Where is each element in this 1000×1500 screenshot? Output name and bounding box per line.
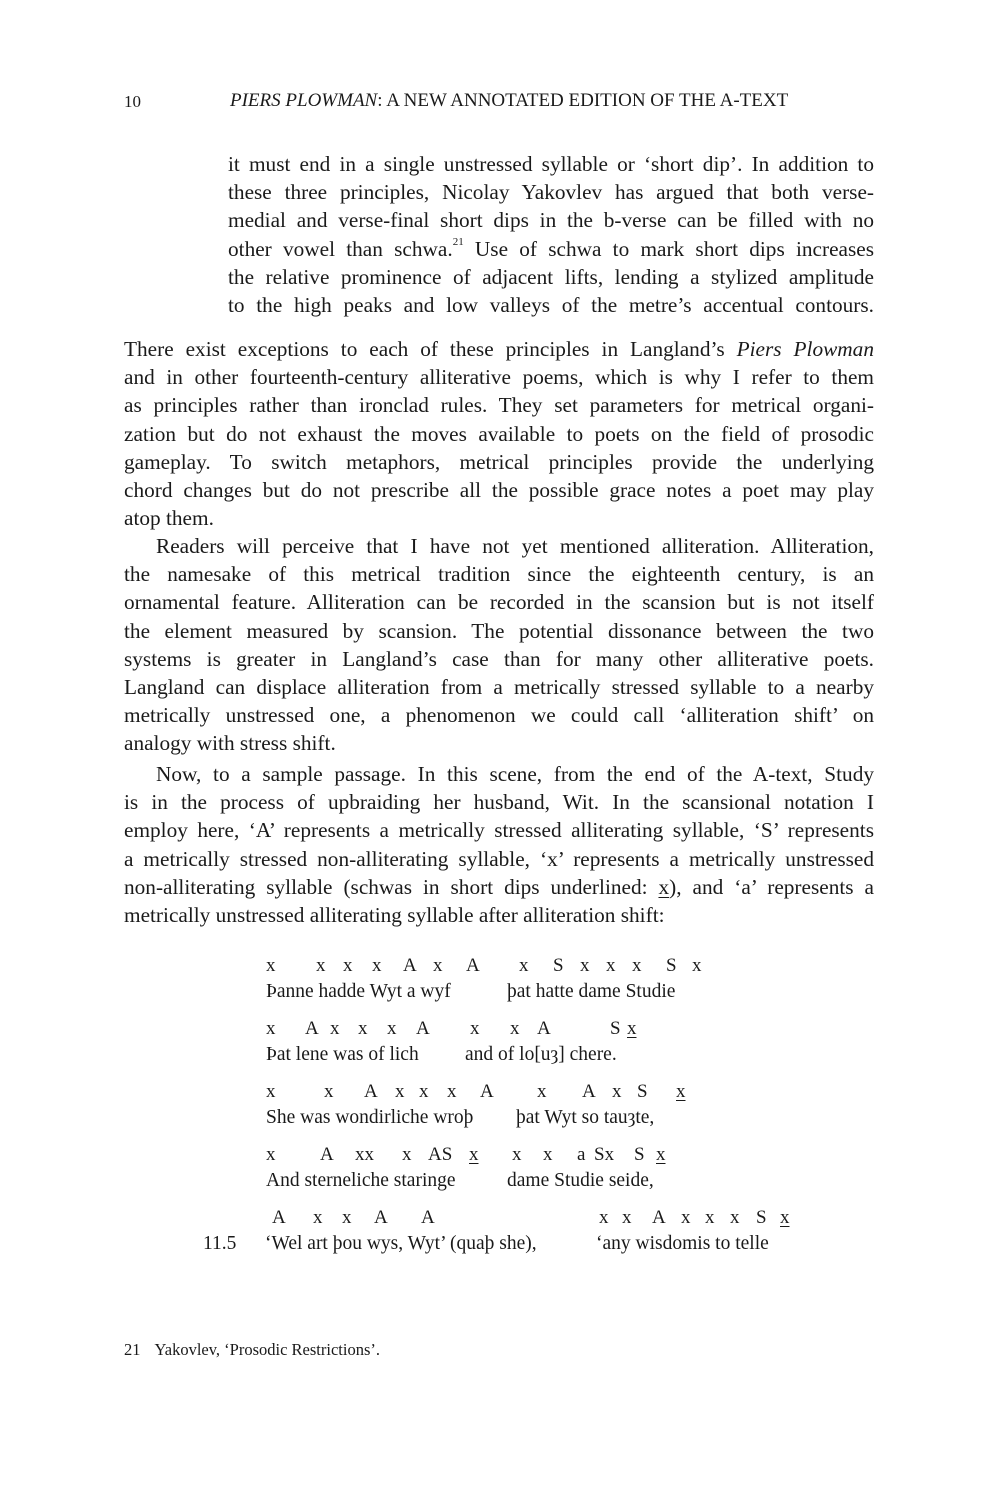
scansion-mark: x — [266, 1144, 276, 1165]
verse-b-half: þat Wyt so tauȝte, — [516, 1107, 655, 1128]
paragraph-exceptions — [124, 335, 874, 532]
footnote-number: 21 — [124, 1340, 141, 1359]
verse-b-half: dame Studie seide, — [507, 1170, 654, 1191]
scansion-mark: x — [780, 1207, 790, 1228]
block-quote-line: to the high peaks and low valleys of the metre’s accentual contours. — [228, 292, 874, 317]
scansion-mark: x — [469, 1144, 479, 1165]
scansion-mark: x — [313, 1207, 323, 1228]
scansion-mark: x — [387, 1018, 397, 1039]
block-quote-line — [228, 235, 874, 263]
verse-line-5 — [0, 1207, 1000, 1267]
scansion-mark: x — [342, 1207, 352, 1228]
verse-a-half: Þat lene was of lich — [266, 1044, 419, 1065]
scansion-mark: Sx — [594, 1144, 615, 1165]
block-quote — [228, 150, 874, 319]
scansion-mark: x — [395, 1081, 405, 1102]
verse-b-half: ‘any wisdomis to telle — [596, 1233, 769, 1254]
scansion-mark: S — [637, 1081, 648, 1102]
verse-a-half: And sterneliche staringe — [266, 1170, 456, 1191]
scansion-mark: x — [316, 955, 326, 976]
scansion-mark: x — [402, 1144, 412, 1165]
paragraph-line: Now, to a sample passage. In this scene, from the end of the A-text, Study — [156, 762, 874, 786]
scansion-mark: S — [634, 1144, 645, 1165]
verse-line-2 — [0, 1018, 1000, 1078]
paragraph-line: as principles rather than ironclad rules. They set parameters for metrical organi- — [124, 393, 874, 418]
block-quote-line: the relative prominence of adjacent lifts, lending a stylized amplitude — [228, 264, 874, 289]
paragraph-line: ornamental feature. Alliteration can be recorded in the scansion but is not itself — [124, 590, 874, 615]
scansion-mark: x — [656, 1144, 666, 1165]
scansion-mark: x — [692, 955, 702, 976]
paragraph-line: Langland can displace alliteration from a metrically stressed syllable to a nearby — [124, 674, 874, 699]
scansion-mark: x — [599, 1207, 609, 1228]
scansion-mark: A — [272, 1207, 286, 1228]
scansion-mark: A — [416, 1018, 430, 1039]
scansion-mark: x — [730, 1207, 740, 1228]
page-number: 10 — [124, 92, 141, 111]
block-quote-line: medial and verse-final short dips in the b-verse can be filled with no — [228, 208, 874, 233]
paragraph-line: systems is greater in Langland’s case than for many other alliterative poets. — [124, 646, 874, 671]
running-title-rest: : A NEW ANNOTATED EDITION OF THE A-TEXT — [377, 90, 789, 111]
scansion-mark: xx — [355, 1144, 374, 1165]
scansion-mark: A — [305, 1018, 319, 1039]
block-quote-line: these three principles, Nicolay Yakovlev has argued that both verse- — [228, 180, 874, 205]
scansion-mark: A — [537, 1018, 551, 1039]
paragraph-line: and in other fourteenth-century alliterative poems, which is why I refer to them — [124, 365, 874, 390]
scansion-mark: x — [705, 1207, 715, 1228]
paragraph-line: gameplay. To switch metaphors, metrical principles provide the underlying — [124, 449, 874, 474]
paragraph-line: atop them. — [124, 506, 214, 531]
paragraph-alliteration — [124, 532, 874, 758]
verse-line-1 — [0, 955, 1000, 1015]
paragraph-line: zation but do not exhaust the moves available to poets on the field of prosodic — [124, 421, 874, 446]
scansion-mark: A — [652, 1207, 666, 1228]
scansion-mark: x — [266, 955, 276, 976]
block-quote-line: it must end in a single unstressed syllable or ‘short dip’. In addition to — [228, 152, 874, 176]
scansion-mark: A — [403, 955, 417, 976]
block-quote-line-start: other vowel than schwa. — [228, 236, 453, 261]
underlined-schwa-example: x — [658, 874, 670, 899]
paragraph-line: the namesake of this metrical tradition since the eighteenth century, is an — [124, 562, 874, 587]
scansion-mark: x — [358, 1018, 368, 1039]
scansion-marks — [0, 955, 1000, 979]
verse-line-3 — [0, 1081, 1000, 1141]
verse-b-half: and of lo[uȝ] chere. — [465, 1044, 617, 1065]
scansion-mark: x — [447, 1081, 457, 1102]
scansion-mark: A — [374, 1207, 388, 1228]
paragraph-line: Readers will perceive that I have not yet mentioned alliteration. Alliteration, — [156, 534, 874, 558]
scansion-mark: S — [756, 1207, 767, 1228]
paragraph-line: analogy with stress shift. — [124, 731, 336, 756]
paragraph-line: is in the process of upbraiding her husband, Wit. In the scansional notation I — [124, 790, 874, 815]
running-title — [230, 90, 788, 112]
scansion-mark: AS — [428, 1144, 453, 1165]
scansion-marks — [0, 1144, 1000, 1168]
scansion-mark: x — [612, 1081, 622, 1102]
scansion-mark: x — [433, 955, 443, 976]
scansion-mark: S — [666, 955, 677, 976]
footnote-text: Yakovlev, ‘Prosodic Restrictions’. — [154, 1340, 380, 1359]
scansion-mark: x — [343, 955, 353, 976]
scansion-mark: x — [519, 955, 529, 976]
scansion-mark: a — [577, 1144, 586, 1165]
line-number: 11.5 — [203, 1233, 237, 1254]
scansion-mark: S — [553, 955, 564, 976]
footnote — [124, 1340, 380, 1360]
scansion-mark: x — [512, 1144, 522, 1165]
paragraph-line: the element measured by scansion. The potential dissonance between the two — [124, 618, 874, 643]
scansion-mark: A — [421, 1207, 435, 1228]
running-title-italic: PIERS PLOWMAN — [230, 90, 378, 111]
scansion-mark: x — [266, 1081, 276, 1102]
scansion-mark: x — [330, 1018, 340, 1039]
scansion-mark: A — [466, 955, 480, 976]
paragraph-line: metrically unstressed one, a phenomenon we could call ‘alliteration shift’ on — [124, 703, 874, 728]
scansion-marks — [0, 1081, 1000, 1105]
scansion-mark: A — [320, 1144, 334, 1165]
paragraph-line: employ here, ‘A’ represents a metrically stressed alliterating syllable, ‘S’ represents — [124, 818, 874, 843]
scansion-mark: x — [606, 955, 616, 976]
paragraph-line — [124, 335, 874, 363]
paragraph-line — [124, 873, 874, 901]
verse-line-4 — [0, 1144, 1000, 1204]
scansion-mark: x — [632, 955, 642, 976]
scansion-mark: x — [419, 1081, 429, 1102]
paragraph-line: metrically unstressed alliterating syllable after alliteration shift: — [124, 902, 665, 927]
scansion-mark: x — [372, 955, 382, 976]
scansion-marks — [0, 1018, 1000, 1042]
scansion-mark: x — [510, 1018, 520, 1039]
verse-b-half: þat hatte dame Studie — [507, 981, 676, 1002]
scansion-marks — [0, 1207, 1000, 1231]
scansion-mark: x — [324, 1081, 334, 1102]
block-quote-line-rest: Use of schwa to mark short dips increases — [463, 236, 874, 261]
scansion-mark: A — [582, 1081, 596, 1102]
scansion-mark: A — [364, 1081, 378, 1102]
paragraph-line: chord changes but do not prescribe all the possible grace notes a poet may play — [124, 477, 874, 502]
scansion-mark: x — [470, 1018, 480, 1039]
scansion-mark: x — [681, 1207, 691, 1228]
paragraph-line-start: non-alliterating syllable (schwas in short dips underlined: — [124, 874, 659, 899]
footnote-reference[interactable]: 21 — [452, 236, 464, 249]
paragraph-line-start: There exist exceptions to each of these principles in Langland’s — [124, 337, 737, 361]
verse-a-half: ‘Wel art þou wys, Wyt’ (quaþ she), — [265, 1233, 537, 1254]
scansion-mark: x — [543, 1144, 553, 1165]
scansion-mark: x — [627, 1018, 637, 1039]
scansion-mark: x — [622, 1207, 632, 1228]
paragraph-line-end: ), and ‘a’ represents a — [669, 874, 874, 899]
verse-a-half: Þanne hadde Wyt a wyf — [266, 981, 451, 1002]
scansion-mark: A — [480, 1081, 494, 1102]
scansion-mark: S — [610, 1018, 621, 1039]
scansion-mark: x — [537, 1081, 547, 1102]
paragraph-sample-passage — [124, 760, 874, 929]
paragraph-line: a metrically stressed non-alliterating syllable, ‘x’ represents a metrically unstressed — [124, 846, 874, 871]
scansion-mark: x — [580, 955, 590, 976]
scansion-mark: x — [266, 1018, 276, 1039]
italic-title: Piers Plowman — [736, 337, 874, 361]
verse-a-half: She was wondirliche wroþ — [266, 1107, 474, 1128]
scansion-mark: x — [676, 1081, 686, 1102]
